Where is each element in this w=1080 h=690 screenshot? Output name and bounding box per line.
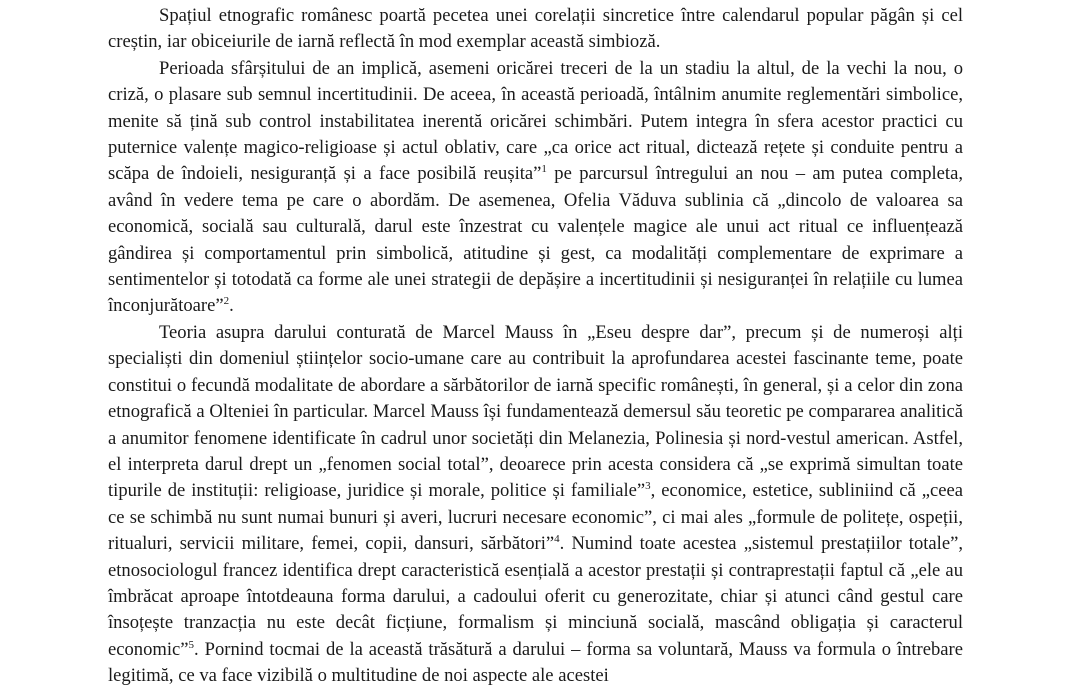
paragraph-text: Teoria asupra darului conturată de Marcel Mauss în „Eseu despre dar”, precum și de numeroși alți specialiști din domeniul științelor socio-umane care au contribuit la aprofundarea acestei fascinante teme, poate constitui o fecundă modalitate de abordare a sărbătorilor de iarnă specific românești, în general, și a celor din zona etnografică a Olteniei în particular. Marcel Mauss își fundamentează demersul său teoretic pe compararea analitică a anumitor fenomene identificate în cadrul unor societăți din Melanezia, Polinesia și nord-vestul american. Astfel, el interpreta darul drept un „fenomen social total”, deoarece prin acesta considera că „se exprimă simultan toate tipurile de instituții: religioase, juridice și morale, politice și familiale” [108,321,963,502]
paragraph-text: . Pornind tocmai de la această trăsătură a darului – forma sa voluntară, Mauss va formula o întrebare legitimă, ce va face vizibilă o multitudine de noi aspecte ale acestei [108,638,963,687]
paragraph-text: , economice, estetice, subliniind că „ceea ce se schimbă nu sunt numai bunuri și averi, lucruri necesare economic”, ci mai ales „formule de politețe, ospeții, ritualuri, servicii militare, femei, copii, dansuri, sărbători” [108,480,963,555]
paragraph-text: . [229,295,234,317]
paragraph-3 [108,320,963,690]
footnote-ref-4: 4 [554,533,560,546]
document-page [108,3,963,690]
footnote-ref-1: 1 [541,163,547,176]
paragraph-text: pe parcursul întregului an nou – am putea completa, având în vedere tema pe care o abordăm. De asemenea, Ofelia Văduva sublinia că „dincolo de valoarea sa economică, socială sau culturală, darul este înzestrat cu valențele magice ale unui act ritual ce influențează gândirea și comportamentul prin simbolică, atitudine și gest, ca modalități complementare de exprimare a sentimentelor și totodată ca forme ale unei strategii de depășire a incertitudinii și nesiguranței în relațiile cu lumea înconjurătoare” [108,163,963,317]
paragraph-text: . Numind toate acestea „sistemul prestațiilor totale”, etnosociologul francez identifica drept caracteristică esențială a acestor prestații și contraprestații faptul că „ele au îmbrăcat aproape întotdeauna forma darului, a cadoului oferit cu generozitate, chiar și atunci când gestul care însoțește tranzacția nu este decât ficțiune, formalism și minciună socială, mascând obligația și caracterul economic” [108,533,963,660]
paragraph-text: Perioada sfârșitului de an implică, asemeni oricărei treceri de la un stadiu la altul, de la vechi la nou, o criză, o plasare sub semnul incertitudinii. De aceea, în această perioadă, întâlnim anumite reglementări simbolice, menite să țină sub control instabilitatea inerentă oricărei schimbări. Putem integra în sfera acestor practici cu puternice valențe magico-religioase și actul oblativ, care „ca orice act ritual, dictează rețete și conduite pentru a scăpa de îndoieli, nesiguranță și a face posibilă reușita” [108,57,963,185]
footnote-ref-2: 2 [223,295,230,308]
footnote-ref-5: 5 [188,638,195,651]
footnote-ref-3: 3 [645,480,651,493]
paragraph-2 [108,56,963,320]
paragraph-text: Spațiul etnografic românesc poartă pecetea unei corelații sincretice între calendarul popular păgân și cel creștin, iar obiceiurile de iarnă reflectă în mod exemplar această simbioză. [108,5,963,53]
paragraph-1 [108,3,963,56]
